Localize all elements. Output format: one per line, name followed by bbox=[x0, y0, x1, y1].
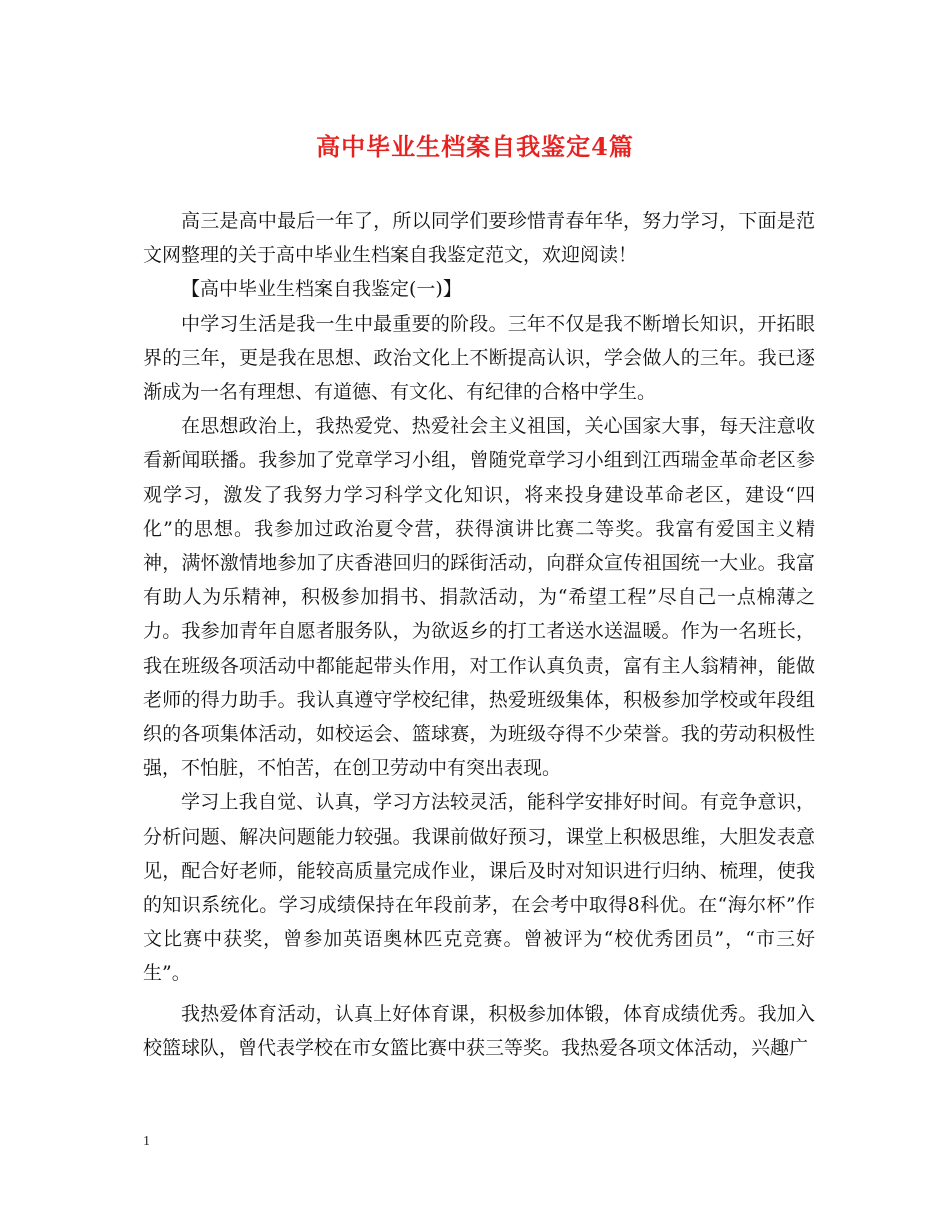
paragraph: 我热爱体育活动，认真上好体育课，积极参加体锻，体育成绩优秀。我加入校篮球队，曾代表学校在市女篮比赛中获三等奖。我热爱各项文体活动，兴趣广 bbox=[143, 1002, 815, 1059]
paragraph: 学习上我自觉、认真，学习方法较灵活，能科学安排好时间。有竞争意识，分析问题、解决问题能力较强。我课前做好预习，课堂上积极思维，大胆发表意见，配合好老师，能较高质量完成作业，课后及时对知识进行归纳、梳理，使我的知识系统化。学习成绩保持在年段前茅，在会考中取得8科优。在“海尔杯”作文比赛中获奖，曾参加英语奥林匹克竞赛。曾被评为“校优秀团员”，“市三好生”。 bbox=[143, 791, 815, 985]
paragraph: 中学习生活是我一生中最重要的阶段。三年不仅是我不断增长知识，开拓眼界的三年，更是我在思想、政治文化上不断提高认识，学会做人的三年。我已逐渐成为一名有理想、有道德、有文化、有纪律的合格中学生。 bbox=[143, 312, 815, 404]
paragraph-intro: 高三是高中最后一年了，所以同学们要珍惜青春年华，努力学习，下面是范文网整理的关于高中毕业生档案自我鉴定范文，欢迎阅读！ bbox=[143, 210, 815, 267]
document-title: 高中毕业生档案自我鉴定4篇 bbox=[316, 132, 634, 161]
paragraph: 在思想政治上，我热爱党、热爱社会主义祖国，关心国家大事，每天注意收看新闻联播。我参加了党章学习小组，曾随党章学习小组到江西瑞金革命老区参观学习，激发了我努力学习科学文化知识，将来投身建设革命老区，建设“四化”的思想。我参加过政治夏令营，获得演讲比赛二等奖。我富有爱国主义精神，满怀激情地参加了庆香港回归的踩街活动，向群众宣传祖国统一大业。我富有助人为乐精神，积极参加捐书、捐款活动，为“希望工程”尽自己一点棉薄之力。我参加青年自愿者服务队，为欲返乡的打工者送水送温暖。作为一名班长，我在班级各项活动中都能起带头作用，对工作认真负责，富有主人翁精神，能做老师的得力助手。我认真遵守学校纪律，热爱班级集体，积极参加学校或年段组织的各项集体活动，如校运会、篮球赛，为班级夺得不少荣誉。我的劳动积极性强，不怕脏，不怕苦，在创卫劳动中有突出表现。 bbox=[143, 415, 815, 780]
document-body bbox=[143, 204, 815, 1065]
section-heading: 【高中毕业生档案自我鉴定(一)】 bbox=[181, 278, 462, 301]
page-number: 1 bbox=[143, 1134, 150, 1149]
